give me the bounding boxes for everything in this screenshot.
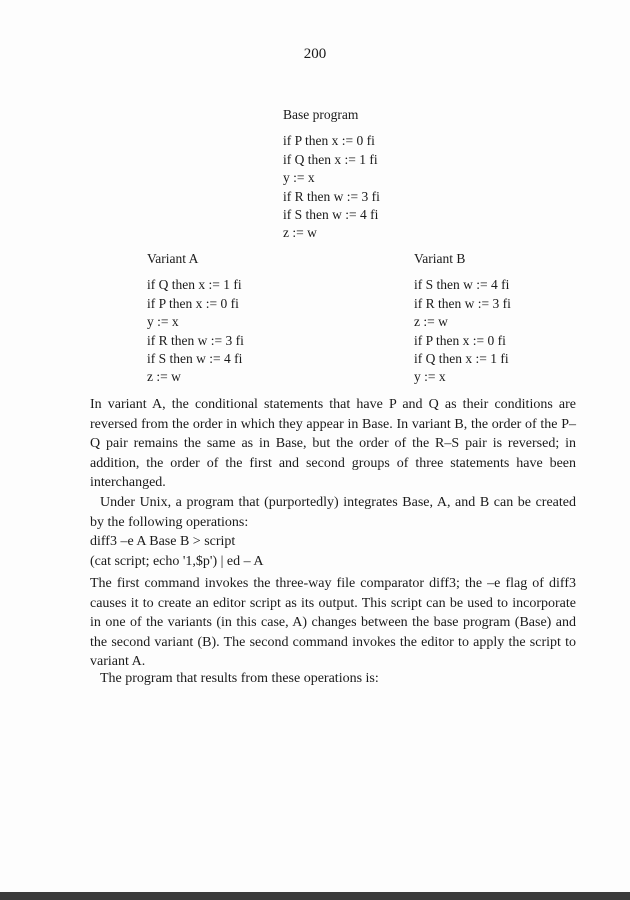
base-title: Base program — [283, 107, 359, 122]
variant-a-line-5: if S then w := 4 fi — [147, 351, 243, 367]
variant-a-line-6: z := w — [147, 369, 181, 385]
variant-a-line-3: y := x — [147, 314, 179, 330]
variant-b-line-2: if R then w := 3 fi — [414, 295, 511, 311]
variant-b-title: Variant B — [414, 251, 466, 266]
command-block — [90, 532, 263, 571]
base-line-4: if R then w := 3 fi — [283, 188, 380, 204]
command-line-2: (cat script; echo '1,$p') | ed – A — [90, 553, 264, 569]
base-line-1: if P then x := 0 fi — [283, 133, 375, 149]
base-line-2: if Q then x := 1 fi — [283, 151, 378, 167]
base-line-6: z := w — [283, 225, 317, 241]
variant-a-line-1: if Q then x := 1 fi — [147, 277, 242, 293]
variant-b-line-6: y := x — [414, 369, 446, 385]
variant-a-title: Variant A — [147, 251, 199, 266]
variant-b-line-5: if Q then x := 1 fi — [414, 351, 509, 367]
variant-b-block — [414, 250, 511, 387]
variant-a-block — [147, 250, 244, 387]
paragraph-diff3-explained: The first command invokes the three-way file comparator diff3; the –e flag of diff3 causes it to create an editor script as its output. This script can be used to incorporate in one of the variants (in this case, A) changes between the base program (Base) and the second variant (B). The second command invokes the editor to apply the script to variant A. — [90, 576, 576, 669]
scan-edge-bar — [0, 892, 630, 900]
paragraph-variants-explained: In variant A, the conditional statements that have P and Q as their conditions are reversed from the order in which they appear in Base. In variant B, the order of the P–Q pair remains the same as in Base, but the order of the R–S pair is reversed; in addition, the order of the first and second groups of three statements have been interchanged. — [90, 397, 576, 490]
command-line-1: diff3 –e A Base B > script — [90, 534, 236, 549]
base-line-5: if S then w := 4 fi — [283, 207, 379, 223]
variant-a-line-4: if R then w := 3 fi — [147, 332, 244, 348]
variant-b-line-1: if S then w := 4 fi — [414, 277, 510, 293]
base-program-block — [283, 106, 380, 243]
paragraph-result-intro: The program that results from these operations is: — [100, 671, 379, 686]
variant-b-line-3: z := w — [414, 314, 448, 330]
variant-a-line-2: if P then x := 0 fi — [147, 295, 239, 311]
page-number: 200 — [303, 46, 327, 62]
paragraph-unix-operations: Under Unix, a program that (purportedly) integrates Base, A, and B can be created by the following operations: — [90, 495, 576, 530]
variant-b-line-4: if P then x := 0 fi — [414, 332, 506, 348]
base-line-3: y := x — [283, 170, 315, 186]
